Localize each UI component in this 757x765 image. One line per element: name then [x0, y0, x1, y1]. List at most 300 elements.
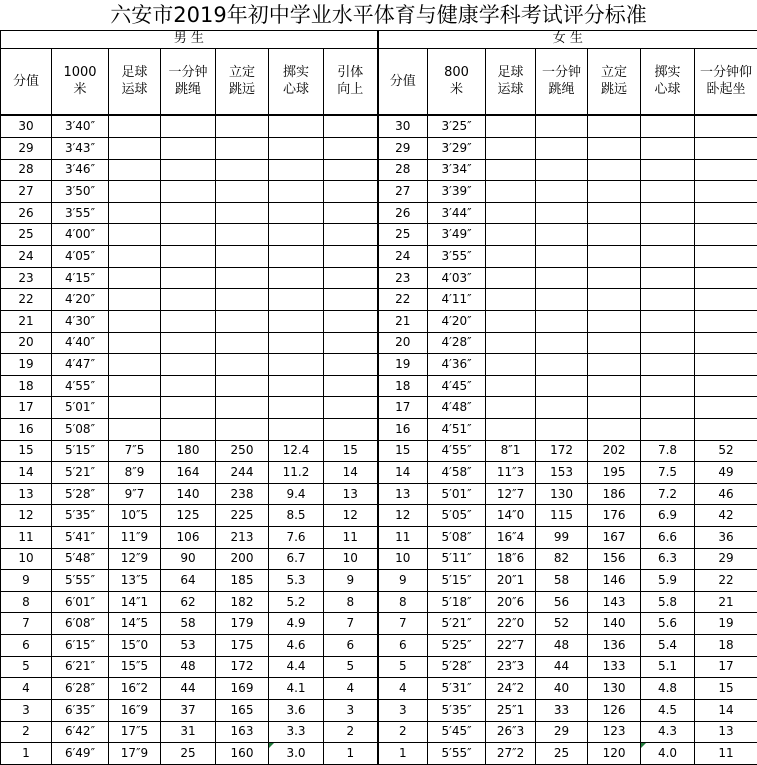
table-cell: 5.2: [269, 591, 324, 613]
table-cell: [486, 397, 536, 419]
table-cell: 6: [1, 635, 52, 657]
table-cell: [486, 202, 536, 224]
table-cell: 20: [1, 332, 52, 354]
table-cell: [161, 289, 216, 311]
table-cell: 30: [1, 115, 52, 137]
table-cell: 163: [216, 721, 269, 743]
table-cell: 21: [695, 591, 757, 613]
table-cell: 6.7: [269, 548, 324, 570]
column-header-line: 引体: [337, 65, 364, 81]
table-cell: [536, 267, 588, 289]
table-cell: 5′55″: [428, 743, 486, 765]
table-cell: 4.0: [641, 743, 695, 765]
table-cell: 13″5: [109, 570, 161, 592]
table-cell: 15: [695, 678, 757, 700]
table-cell: 4′30″: [52, 310, 109, 332]
table-cell: 13: [695, 721, 757, 743]
table-cell: [588, 159, 641, 181]
table-cell: [695, 289, 757, 311]
table-cell: 244: [216, 462, 269, 484]
table-cell: [536, 115, 588, 137]
table-cell: 10: [378, 548, 428, 570]
table-cell: 5′28″: [52, 483, 109, 505]
column-header-female-4: [588, 48, 641, 115]
page-title: 六安市2019年初中学业水平体育与健康学科考试评分标准: [110, 3, 647, 27]
table-cell: 6′15″: [52, 635, 109, 657]
table-row: [1, 656, 757, 678]
table-cell: 169: [216, 678, 269, 700]
column-header-male-0: [1, 48, 52, 115]
table-cell: 153: [536, 462, 588, 484]
table-cell: 2: [378, 721, 428, 743]
table-cell: 3: [378, 699, 428, 721]
table-cell: [109, 418, 161, 440]
table-cell: [161, 138, 216, 160]
table-cell: 3′43″: [52, 138, 109, 160]
table-cell: 7: [324, 613, 378, 635]
table-cell: 24: [378, 246, 428, 268]
table-cell: 6′08″: [52, 613, 109, 635]
table-row: [1, 721, 757, 743]
table-cell: [324, 332, 378, 354]
table-cell: 82: [536, 548, 588, 570]
column-header-line: 掷实: [654, 65, 681, 81]
table-cell: 29: [695, 548, 757, 570]
table-cell: 64: [161, 570, 216, 592]
table-cell: 13: [324, 483, 378, 505]
column-header-male-1: [52, 48, 109, 115]
table-cell: 22: [695, 570, 757, 592]
table-cell: 17″5: [109, 721, 161, 743]
table-cell: 44: [536, 656, 588, 678]
table-cell: 6.3: [641, 548, 695, 570]
table-cell: 4′55″: [428, 440, 486, 462]
table-cell: 24″2: [486, 678, 536, 700]
table-cell: [588, 397, 641, 419]
table-cell: 48: [161, 656, 216, 678]
table-cell: [588, 246, 641, 268]
table-cell: 22″0: [486, 613, 536, 635]
table-cell: 195: [588, 462, 641, 484]
table-cell: 18: [378, 375, 428, 397]
table-cell: [695, 181, 757, 203]
table-cell: 17: [695, 656, 757, 678]
table-row: [1, 246, 757, 268]
table-cell: 8″9: [109, 462, 161, 484]
table-cell: [216, 332, 269, 354]
table-row: [1, 310, 757, 332]
table-cell: [641, 310, 695, 332]
table-cell: 5′21″: [428, 613, 486, 635]
table-cell: 27″2: [486, 743, 536, 765]
table-cell: 5′35″: [52, 505, 109, 527]
table-cell: [641, 289, 695, 311]
table-cell: 185: [216, 570, 269, 592]
table-cell: 7.2: [641, 483, 695, 505]
table-cell: [536, 138, 588, 160]
table-cell: [109, 138, 161, 160]
table-cell: 5′31″: [428, 678, 486, 700]
table-cell: [216, 267, 269, 289]
table-cell: [536, 332, 588, 354]
table-cell: 9: [378, 570, 428, 592]
table-cell: 5.1: [641, 656, 695, 678]
table-cell: 19: [695, 613, 757, 635]
table-cell: 26: [378, 202, 428, 224]
table-cell: 20″1: [486, 570, 536, 592]
table-cell: 40: [536, 678, 588, 700]
table-cell: [695, 310, 757, 332]
table-cell: 11″9: [109, 527, 161, 549]
table-cell: 9.4: [269, 483, 324, 505]
table-cell: 5.3: [269, 570, 324, 592]
table-cell: 3′40″: [52, 115, 109, 137]
column-header-male-2: [109, 48, 161, 115]
table-cell: 125: [161, 505, 216, 527]
table-cell: 12″7: [486, 483, 536, 505]
table-cell: 123: [588, 721, 641, 743]
table-cell: [641, 224, 695, 246]
table-cell: [324, 289, 378, 311]
table-cell: 6′35″: [52, 699, 109, 721]
table-cell: [269, 246, 324, 268]
table-cell: [269, 397, 324, 419]
table-cell: 26″3: [486, 721, 536, 743]
table-cell: 4′51″: [428, 418, 486, 440]
table-cell: 180: [161, 440, 216, 462]
table-cell: [161, 418, 216, 440]
column-header-line: 卧起坐: [706, 82, 746, 98]
table-cell: 16″9: [109, 699, 161, 721]
table-cell: [161, 202, 216, 224]
table-cell: [161, 332, 216, 354]
table-cell: [269, 159, 324, 181]
table-cell: 6: [324, 635, 378, 657]
table-cell: [161, 375, 216, 397]
table-cell: [641, 354, 695, 376]
table-cell: 7: [378, 613, 428, 635]
table-cell: 143: [588, 591, 641, 613]
table-cell: [641, 159, 695, 181]
table-cell: 136: [588, 635, 641, 657]
table-cell: 172: [216, 656, 269, 678]
table-row: [1, 418, 757, 440]
table-cell: 53: [161, 635, 216, 657]
table-cell: [216, 115, 269, 137]
table-cell: 3.6: [269, 699, 324, 721]
table-cell: 5′21″: [52, 462, 109, 484]
table-cell: [641, 332, 695, 354]
table-cell: 11: [324, 527, 378, 549]
table-cell: 14″0: [486, 505, 536, 527]
table-cell: 16: [1, 418, 52, 440]
table-cell: [486, 159, 536, 181]
table-cell: 6′42″: [52, 721, 109, 743]
table-cell: [269, 181, 324, 203]
table-cell: [216, 310, 269, 332]
table-cell: 4′03″: [428, 267, 486, 289]
table-cell: 126: [588, 699, 641, 721]
table-cell: [161, 159, 216, 181]
table-cell: 6: [378, 635, 428, 657]
table-cell: [109, 224, 161, 246]
table-cell: 5′28″: [428, 656, 486, 678]
table-cell: 15″5: [109, 656, 161, 678]
table-cell: [588, 418, 641, 440]
table-cell: 8″1: [486, 440, 536, 462]
table-cell: [269, 202, 324, 224]
table-cell: 120: [588, 743, 641, 765]
column-header-male-5: [269, 48, 324, 115]
table-cell: 21: [1, 310, 52, 332]
column-header-row: [1, 48, 757, 115]
table-cell: 11.2: [269, 462, 324, 484]
table-cell: 250: [216, 440, 269, 462]
table-cell: 140: [161, 483, 216, 505]
male-group-header: 男 生: [1, 31, 378, 49]
table-row: [1, 181, 757, 203]
table-row: [1, 332, 757, 354]
column-header-female-3: [536, 48, 588, 115]
table-cell: [216, 354, 269, 376]
table-cell: 25: [536, 743, 588, 765]
table-cell: 186: [588, 483, 641, 505]
table-cell: 3′34″: [428, 159, 486, 181]
table-cell: 25: [378, 224, 428, 246]
table-cell: 22: [378, 289, 428, 311]
table-cell: [486, 138, 536, 160]
table-cell: [588, 224, 641, 246]
table-cell: [216, 202, 269, 224]
table-cell: 7: [1, 613, 52, 635]
table-cell: 5′05″: [428, 505, 486, 527]
column-header-line: 分值: [389, 73, 416, 89]
table-cell: 11: [378, 527, 428, 549]
table-cell: 9″7: [109, 483, 161, 505]
table-cell: [536, 310, 588, 332]
table-cell: [324, 418, 378, 440]
table-cell: [486, 354, 536, 376]
table-cell: [269, 332, 324, 354]
table-cell: [588, 289, 641, 311]
table-cell: 5′15″: [52, 440, 109, 462]
table-cell: [536, 159, 588, 181]
table-cell: 165: [216, 699, 269, 721]
table-cell: [695, 224, 757, 246]
table-cell: 16: [378, 418, 428, 440]
table-cell: 6′28″: [52, 678, 109, 700]
column-header-line: 米: [450, 82, 464, 98]
table-cell: 17: [378, 397, 428, 419]
table-cell: [695, 375, 757, 397]
table-cell: 17″9: [109, 743, 161, 765]
table-row: [1, 570, 757, 592]
score-table: [0, 30, 757, 765]
table-cell: [588, 202, 641, 224]
table-cell: 4′36″: [428, 354, 486, 376]
table-cell: [588, 115, 641, 137]
table-cell: 3′55″: [428, 246, 486, 268]
table-row: [1, 375, 757, 397]
table-cell: 4′11″: [428, 289, 486, 311]
table-cell: [161, 246, 216, 268]
table-cell: 4: [324, 678, 378, 700]
table-row: [1, 202, 757, 224]
column-header-line: 心球: [282, 82, 309, 98]
table-cell: 33: [536, 699, 588, 721]
table-cell: 12.4: [269, 440, 324, 462]
table-cell: [324, 224, 378, 246]
table-cell: 29: [1, 138, 52, 160]
table-cell: [536, 397, 588, 419]
table-cell: [486, 332, 536, 354]
table-cell: 3′49″: [428, 224, 486, 246]
table-cell: 4′20″: [52, 289, 109, 311]
table-cell: 22: [1, 289, 52, 311]
table-cell: [588, 375, 641, 397]
table-cell: 238: [216, 483, 269, 505]
table-cell: 156: [588, 548, 641, 570]
column-header-female-0: [378, 48, 428, 115]
table-cell: 15″0: [109, 635, 161, 657]
table-cell: [641, 246, 695, 268]
column-header-line: 米: [73, 82, 87, 98]
table-cell: 3: [324, 699, 378, 721]
table-cell: [588, 181, 641, 203]
table-cell: [216, 289, 269, 311]
table-cell: 14: [695, 699, 757, 721]
table-cell: [536, 246, 588, 268]
table-cell: 4.5: [641, 699, 695, 721]
table-cell: [695, 332, 757, 354]
table-cell: 11: [695, 743, 757, 765]
table-cell: 175: [216, 635, 269, 657]
table-cell: [216, 159, 269, 181]
table-cell: 20″6: [486, 591, 536, 613]
table-cell: 6′01″: [52, 591, 109, 613]
table-cell: [324, 202, 378, 224]
table-cell: 5′25″: [428, 635, 486, 657]
table-cell: [695, 267, 757, 289]
table-cell: [161, 397, 216, 419]
score-table-body: [1, 31, 757, 765]
table-cell: 17: [1, 397, 52, 419]
table-cell: 4.8: [641, 678, 695, 700]
table-cell: [216, 375, 269, 397]
column-header-line: 1000: [63, 65, 97, 81]
table-cell: 115: [536, 505, 588, 527]
table-cell: 6.9: [641, 505, 695, 527]
table-row: [1, 613, 757, 635]
table-cell: 2: [324, 721, 378, 743]
table-row: [1, 462, 757, 484]
table-cell: 7.6: [269, 527, 324, 549]
table-cell: 5.8: [641, 591, 695, 613]
table-cell: [695, 159, 757, 181]
table-cell: 3′25″: [428, 115, 486, 137]
table-cell: [324, 115, 378, 137]
table-cell: [536, 181, 588, 203]
table-cell: 52: [695, 440, 757, 462]
column-header-line: 立定: [601, 65, 628, 81]
column-header-male-6: [324, 48, 378, 115]
table-cell: 172: [536, 440, 588, 462]
column-header-female-2: [486, 48, 536, 115]
table-cell: 4′48″: [428, 397, 486, 419]
table-cell: 213: [216, 527, 269, 549]
table-cell: [486, 115, 536, 137]
table-cell: [109, 181, 161, 203]
table-cell: 5: [324, 656, 378, 678]
table-cell: 5.4: [641, 635, 695, 657]
table-cell: [161, 115, 216, 137]
table-cell: 12: [324, 505, 378, 527]
table-cell: 28: [378, 159, 428, 181]
table-cell: [536, 224, 588, 246]
table-cell: [216, 397, 269, 419]
table-row: [1, 699, 757, 721]
table-cell: [695, 138, 757, 160]
table-cell: [324, 354, 378, 376]
table-cell: 14: [1, 462, 52, 484]
column-header-line: 跳远: [601, 82, 628, 98]
table-row: [1, 505, 757, 527]
table-cell: 15: [1, 440, 52, 462]
column-header-line: 一分钟仰: [700, 65, 753, 81]
table-cell: [269, 418, 324, 440]
table-cell: 21: [378, 310, 428, 332]
table-cell: [536, 354, 588, 376]
group-header-row: [1, 31, 757, 49]
table-row: [1, 678, 757, 700]
table-row: [1, 591, 757, 613]
table-cell: 4.4: [269, 656, 324, 678]
table-cell: 3′44″: [428, 202, 486, 224]
table-cell: [109, 289, 161, 311]
table-cell: 23: [1, 267, 52, 289]
table-cell: 3′29″: [428, 138, 486, 160]
column-header-line: 跳绳: [174, 82, 201, 98]
table-cell: 19: [378, 354, 428, 376]
table-row: [1, 224, 757, 246]
table-cell: 49: [695, 462, 757, 484]
table-cell: 14: [378, 462, 428, 484]
table-cell: 14: [324, 462, 378, 484]
column-header-line: 运球: [497, 82, 524, 98]
table-cell: 5′18″: [428, 591, 486, 613]
table-cell: 14″5: [109, 613, 161, 635]
table-cell: 5′41″: [52, 527, 109, 549]
table-row: [1, 289, 757, 311]
table-cell: [109, 332, 161, 354]
table-cell: 182: [216, 591, 269, 613]
table-cell: 160: [216, 743, 269, 765]
table-cell: 5′08″: [52, 418, 109, 440]
table-cell: 90: [161, 548, 216, 570]
table-cell: [109, 310, 161, 332]
table-cell: 56: [536, 591, 588, 613]
table-cell: 12″9: [109, 548, 161, 570]
table-cell: [324, 181, 378, 203]
table-cell: 4′20″: [428, 310, 486, 332]
table-cell: 25″1: [486, 699, 536, 721]
table-cell: [695, 418, 757, 440]
table-cell: 5′01″: [52, 397, 109, 419]
table-row: [1, 440, 757, 462]
table-cell: [641, 418, 695, 440]
table-cell: 25: [1, 224, 52, 246]
table-cell: 3.3: [269, 721, 324, 743]
